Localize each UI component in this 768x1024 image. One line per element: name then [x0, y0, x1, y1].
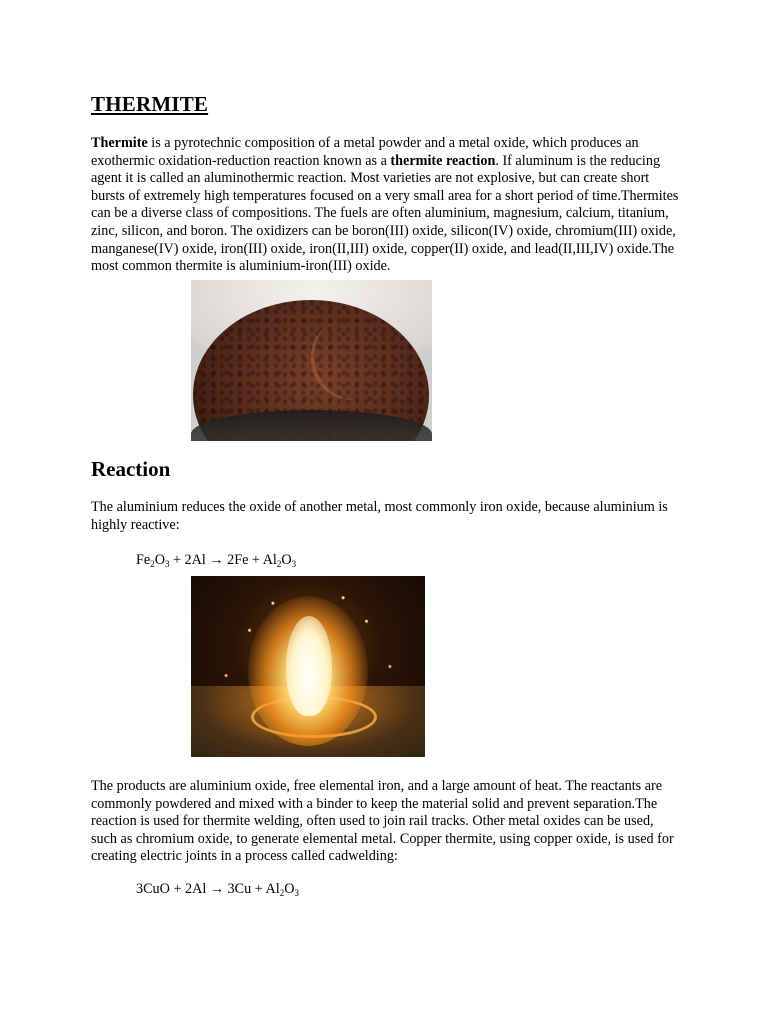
term-thermite-reaction: thermite reaction	[390, 152, 496, 169]
intro-text-a: is a pyrotechnic composition of a metal powder and a metal oxide, which produces an exothermic oxidation-reduction reaction known as a	[91, 135, 639, 169]
page-title: THERMITE	[91, 92, 209, 116]
term-thermite: Thermite	[91, 135, 148, 151]
reaction-heading: Reaction	[91, 457, 171, 481]
thermite-powder-photo	[191, 280, 432, 441]
products-paragraph: The products are aluminium oxide, free elemental iron, and a large amount of heat. The reactants are commonly powdered and mixed with a binder to keep the material solid and prevent separation.The reaction is used for thermite welding, often used to join rail tracks. Other metal oxides can be used, such as chromium oxide, to generate elemental metal. Copper thermite, using copper oxide, is used for creating electric joints in a process called cadwelding:	[91, 778, 674, 865]
intro-text-b: . If aluminum is the reducing agent it is called an aluminothermic reaction. Most varieties are not explosive, but can create short bursts of extremely high temperatures focused on a very small area for a short period of time.Thermites can be a diverse class of compositions. The fuels are often aluminium, magnesium, calcium, titanium, zinc, silicon, and boron. The oxidizers can be boron(III) oxide, silicon(IV) oxide, chromium(III) oxide, manganese(IV) oxide, iron(III) oxide, iron(II,III) oxide, copper(II) oxide, and lead(II,III,IV) oxide.The most common thermite is aluminium-iron(III) oxide.	[91, 152, 679, 275]
reaction-paragraph: The aluminium reduces the oxide of another metal, most commonly iron oxide, because aluminium is highly reactive:	[91, 499, 668, 533]
thermite-reaction-photo	[191, 576, 425, 757]
equation-copper-oxide: $3CuO + 2Al \to 3Cu + Al_2O_3$	[136, 881, 299, 898]
intro-paragraph	[91, 135, 683, 276]
equation-iron-oxide: $Fe_2O_3 + 2Al \to 2Fe + Al_2O_3$	[136, 552, 297, 569]
